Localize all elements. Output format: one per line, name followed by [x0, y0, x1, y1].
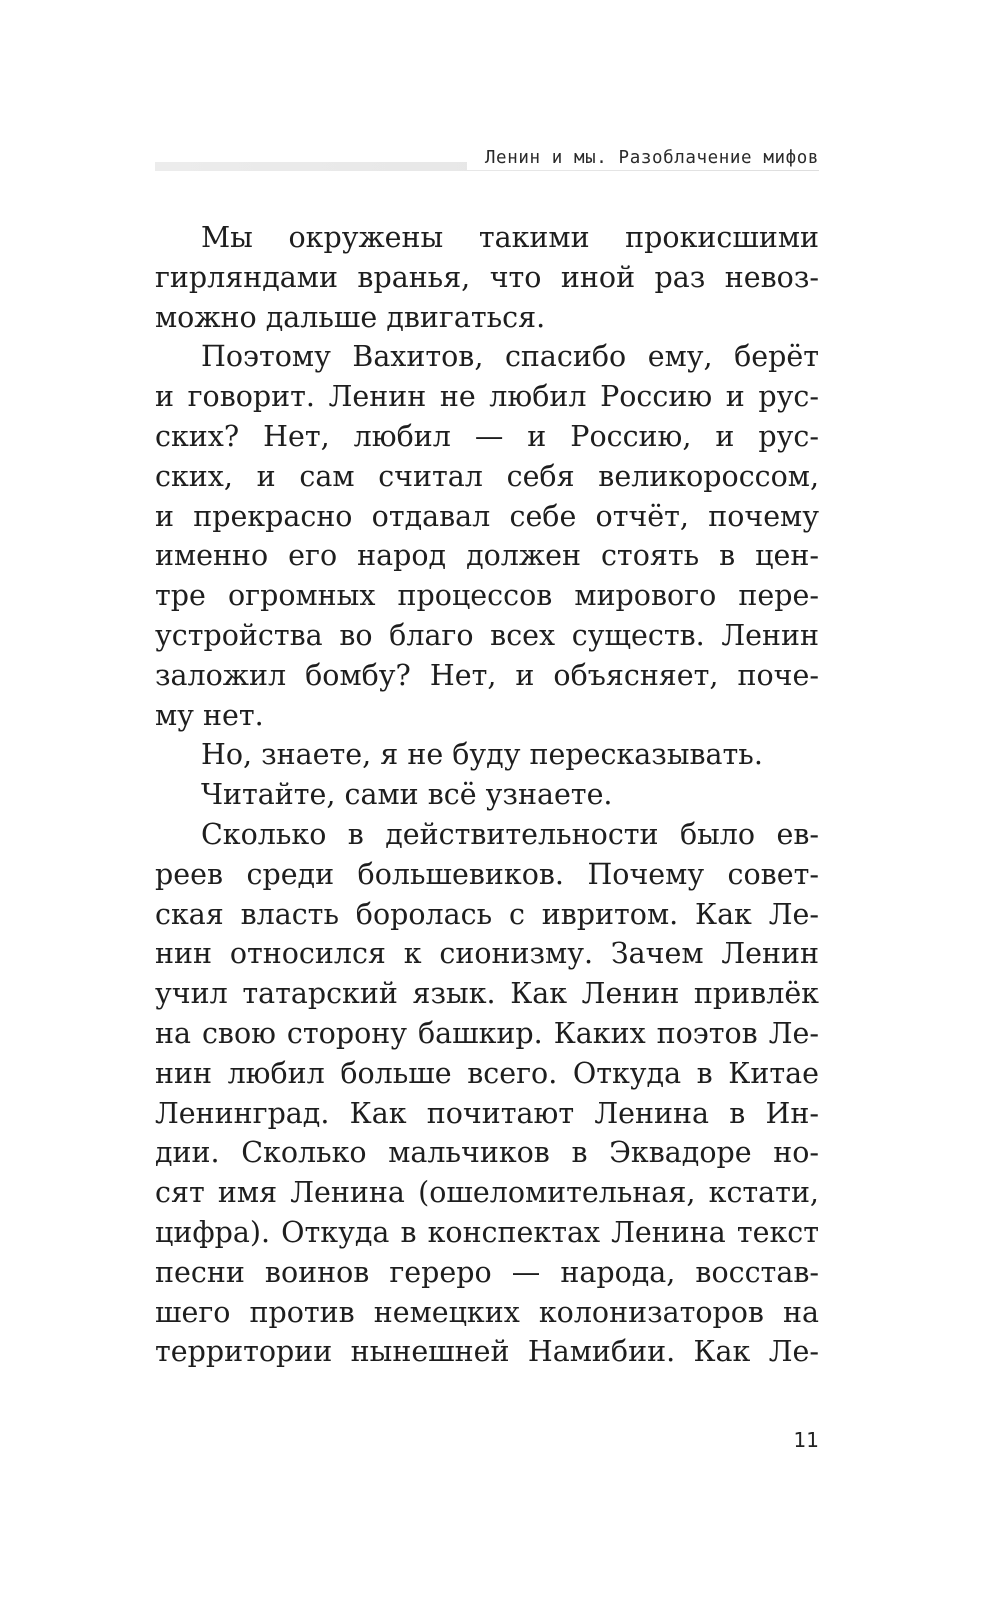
text-line: дии. Сколько мальчиков в Эквадоре но- — [155, 1136, 819, 1170]
text-line: на свою сторону башкир. Каких поэтов Ле- — [155, 1016, 819, 1050]
text-line: ских? Нет, любил — и Россию, и рус- — [155, 419, 819, 453]
text-line: песни воинов гереро — народа, восстав- — [155, 1255, 819, 1289]
text-line: шего против немецких колонизаторов на — [155, 1295, 819, 1329]
text-line: заложил бомбу? Нет, и объясняет, поче- — [155, 658, 819, 692]
text-line: Но, знаете, я не буду пересказывать. — [201, 738, 763, 772]
running-head — [155, 148, 819, 176]
text-line: Сколько в действительности было ев- — [201, 817, 819, 851]
text-line: нин относился к сионизму. Зачем Ленин — [155, 937, 819, 971]
text-line: территории нынешней Намибии. Как Ле- — [155, 1335, 819, 1369]
text-line: Поэтому Вахитов, спасибо ему, берёт — [201, 340, 819, 374]
text-line: и говорит. Ленин не любил Россию и рус- — [155, 380, 819, 414]
body-text — [155, 218, 819, 1372]
running-title: Ленин и мы. Разоблачение мифов — [467, 146, 819, 170]
text-line: сят имя Ленина (ошеломительная, кстати, — [155, 1176, 819, 1210]
text-line: Ленинград. Как почитают Ленина в Ин- — [155, 1096, 819, 1130]
text-line: цифра). Откуда в конспектах Ленина текст — [155, 1215, 819, 1249]
text-line: гирляндами вранья, что иной раз невоз- — [155, 260, 819, 294]
text-line: ских, и сам считал себя великороссом, — [155, 459, 819, 493]
text-line: учил татарский язык. Как Ленин привлёк — [155, 977, 819, 1011]
text-line: Мы окружены такими прокисшими — [201, 221, 819, 254]
text-line: устройства во благо всех существ. Ленин — [155, 618, 819, 652]
text-line: му нет. — [155, 698, 264, 732]
page-number: 11 — [793, 1428, 819, 1452]
text-line: тре огромных процессов мирового пере- — [155, 579, 819, 613]
text-line: именно его народ должен стоять в цен- — [155, 539, 819, 573]
text-line: и прекрасно отдавал себе отчёт, почему — [155, 499, 819, 533]
text-line: Читайте, сами всё узнаете. — [201, 778, 613, 812]
text-line: нин любил больше всего. Откуда в Китае — [155, 1056, 819, 1090]
text-line: ская власть боролась с ивритом. Как Ле- — [155, 897, 819, 931]
text-line: реев среди большевиков. Почему совет- — [155, 857, 819, 891]
text-line: можно дальше двигаться. — [155, 300, 546, 334]
